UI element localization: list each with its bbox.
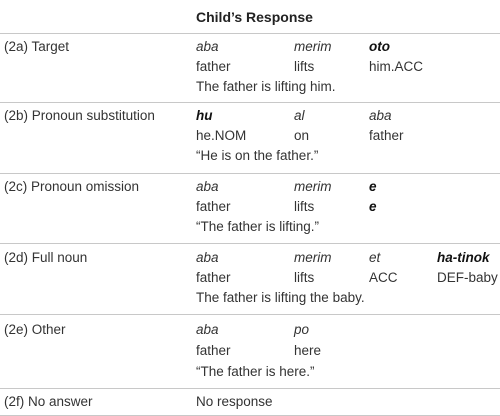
- word-gloss: lifts: [294, 199, 315, 214]
- word-gloss: here: [294, 343, 322, 358]
- word-gloss: on: [294, 128, 310, 143]
- word-gloss: lifts: [294, 59, 315, 74]
- word-form-highlighted: e: [369, 179, 377, 194]
- word-gloss: he.NOM: [196, 128, 247, 143]
- word-form-highlighted: oto: [369, 39, 390, 54]
- word-gloss: lifts: [294, 270, 315, 285]
- word-form-highlighted: ha-tinok: [437, 250, 490, 265]
- table-row-2d: [0, 244, 500, 315]
- word-form: merim: [294, 250, 332, 265]
- word-gloss: him.ACC: [369, 59, 424, 74]
- word-gloss: father: [196, 59, 231, 74]
- table-row-2a: [0, 34, 500, 103]
- word-form: aba: [196, 179, 219, 194]
- word-form: al: [294, 108, 305, 123]
- table-row-2f: [0, 389, 500, 416]
- translation: “The father is here.”: [196, 364, 315, 379]
- word-form-highlighted: hu: [196, 108, 213, 123]
- translation: The father is lifting the baby.: [196, 290, 365, 305]
- word-gloss-highlighted: e: [369, 199, 377, 214]
- word-form: merim: [294, 179, 332, 194]
- condition-label: (2b) Pronoun substitution: [4, 108, 155, 123]
- table-row-2b: [0, 103, 500, 174]
- column-header-childs-response: Child’s Response: [196, 9, 313, 25]
- word-form: merim: [294, 39, 332, 54]
- word-form: aba: [369, 108, 392, 123]
- condition-label: (2e) Other: [4, 322, 66, 337]
- word-form: po: [294, 322, 310, 337]
- word-gloss: father: [196, 343, 231, 358]
- word-form: aba: [196, 322, 219, 337]
- condition-label: (2a) Target: [4, 39, 70, 54]
- condition-label: (2f) No answer: [4, 394, 93, 409]
- translation: “He is on the father.”: [196, 148, 319, 163]
- translation: “The father is lifting.”: [196, 219, 320, 234]
- condition-label: (2d) Full noun: [4, 250, 88, 265]
- response-text: No response: [196, 394, 273, 409]
- word-gloss: father: [196, 199, 231, 214]
- table-header-row: [0, 0, 500, 34]
- word-form: aba: [196, 39, 219, 54]
- word-gloss: father: [196, 270, 231, 285]
- condition-label: (2c) Pronoun omission: [4, 179, 140, 194]
- table-row-2e: [0, 315, 500, 389]
- table-row-2c: [0, 174, 500, 244]
- word-gloss: DEF-baby: [437, 270, 498, 285]
- word-gloss: father: [369, 128, 404, 143]
- translation: The father is lifting him.: [196, 79, 336, 94]
- word-form: aba: [196, 250, 219, 265]
- word-form: et: [369, 250, 381, 265]
- word-gloss: ACC: [369, 270, 398, 285]
